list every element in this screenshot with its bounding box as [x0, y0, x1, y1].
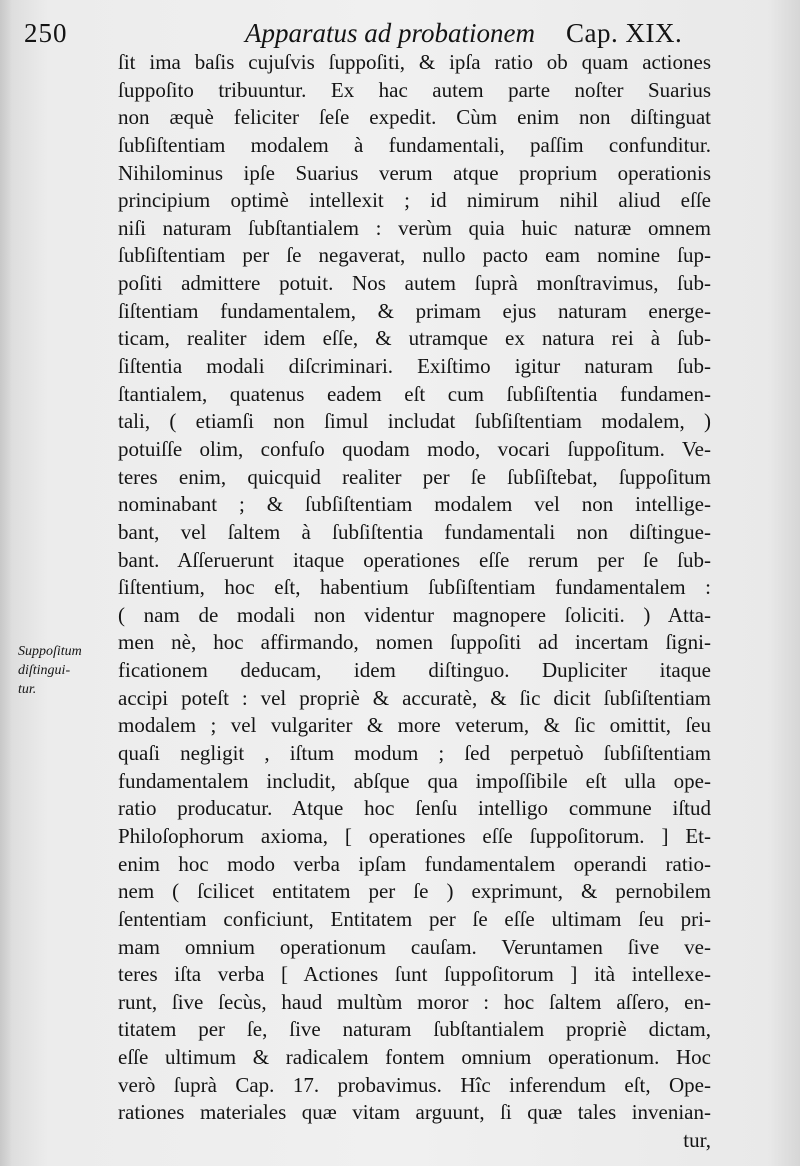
- text-line: ſiſtentia modali diſcriminari. Exiſtimo igitur naturam ſub-: [118, 354, 711, 379]
- text-line: rationes materiales quæ vitam arguunt, ſi quæ tales invenian-: [118, 1100, 711, 1125]
- margin-note-line: diſtingui-: [18, 663, 71, 678]
- text-line: Nihilominus ipſe Suarius verum atque proprium operationis: [118, 160, 711, 185]
- page-header: [0, 10, 800, 50]
- text-line: ſuppoſito tribuuntur. Ex hac autem parte noſter Suarius: [118, 77, 711, 102]
- body-text: [118, 49, 711, 1155]
- text-line: nem ( ſcilicet entitatem per ſe ) exprimunt, & pernobilem: [118, 879, 711, 904]
- text-line: ſiſtentium, hoc eſt, habentium ſubſiſtentiam fundamentalem :: [118, 575, 711, 600]
- text-line: runt, ſive ſecùs, haud multùm moror : hoc ſaltem aſſero, en-: [118, 989, 711, 1014]
- margin-note: [18, 642, 110, 699]
- text-line: ticam, realiter idem eſſe, & utramque ex natura rei à ſub-: [118, 326, 711, 351]
- text-line: non æquè feliciter ſeſe expedit. Cùm enim non diſtinguat: [118, 105, 711, 130]
- text-line: poſiti admittere potuit. Nos autem ſuprà monſtravimus, ſub-: [118, 271, 711, 296]
- text-line: ſtantialem, quatenus eadem eſt cum ſubſiſtentia fundamen-: [118, 381, 711, 406]
- page-number: 250: [24, 18, 68, 48]
- text-line: enim hoc modo verba ipſam fundamentalem operandi ratio-: [118, 851, 711, 876]
- text-line: ſententiam conficiunt, Entitatem per ſe eſſe ultimam ſeu pri-: [118, 906, 711, 931]
- text-line: tali, ( etiamſi non ſimul includat ſubſiſtentiam modalem, ): [118, 409, 711, 434]
- page-gutter-shadow: [0, 0, 12, 1166]
- text-line: Philoſophorum axioma, [ operationes eſſe ſuppoſitorum. ] Et-: [118, 823, 711, 848]
- catchword: tur,: [683, 1127, 711, 1152]
- running-title: Apparatus ad probationem: [245, 18, 535, 48]
- text-line: ſubſiſtentiam per ſe negaverat, nullo pacto eam nomine ſup-: [118, 243, 711, 268]
- text-line: men nè, hoc affirmando, nomen ſuppoſiti ad incertam ſigni-: [118, 630, 711, 655]
- text-line: mam omnium operationum cauſam. Veruntamen ſive ve-: [118, 934, 711, 959]
- text-line: teres iſta verba [ Actiones ſunt ſuppoſitorum ] ità intellexe-: [118, 962, 711, 987]
- margin-note-line: tur.: [18, 682, 37, 697]
- text-line: bant. Aſſeruerunt itaque operationes eſſe rerum per ſe ſub-: [118, 547, 711, 572]
- text-line: principium optimè intellexit ; id nimirum nihil aliud eſſe: [118, 188, 711, 213]
- text-line: verò ſuprà Cap. 17. probavimus. Hîc inferendum eſt, Ope-: [118, 1072, 711, 1097]
- text-line: ( nam de modali non videntur magnopere ſoliciti. ) Atta-: [118, 602, 711, 627]
- text-line: nominabant ; & ſubſiſtentiam modalem vel non intellige-: [118, 492, 711, 517]
- text-line: ficationem deducam, idem diſtinguo. Dupliciter itaque: [118, 658, 711, 683]
- text-line: niſi naturam ſubſtantialem : verùm quia huic naturæ omnem: [118, 215, 711, 240]
- text-line: potuiſſe olim, confuſo quodam modo, vocari ſuppoſitum. Ve-: [118, 436, 711, 461]
- text-line: fundamentalem includit, abſque qua impoſſibile eſt ulla ope-: [118, 768, 711, 793]
- text-line: eſſe ultimum & radicalem fontem omnium operationum. Hoc: [118, 1045, 711, 1070]
- text-line: teres enim, quicquid realiter per ſe ſubſiſtebat, ſuppoſitum: [118, 464, 711, 489]
- text-line: bant, vel ſaltem à ſubſiſtentia fundamentali non diſtingue-: [118, 519, 711, 544]
- text-line: ſiſtentiam fundamentalem, & primam ejus naturam energe-: [118, 298, 711, 323]
- text-line: ratio producatur. Atque hoc ſenſu intelligo commune iſtud: [118, 796, 711, 821]
- text-line: titatem per ſe, ſive naturam ſubſtantialem propriè dictam,: [118, 1017, 711, 1042]
- margin-note-line: Suppoſitum: [18, 644, 82, 659]
- text-line: accipi poteſt : vel propriè & accuratè, & ſic dicit ſubſiſtentiam: [118, 685, 711, 710]
- chapter-heading: Cap. XIX.: [566, 18, 683, 48]
- text-line: quaſi negligit , iſtum modum ; ſed perpetuò ſubſiſtentiam: [118, 741, 711, 766]
- text-line: modalem ; vel vulgariter & more veterum, & ſic omittit, ſeu: [118, 713, 711, 738]
- text-line: ſit ima baſis cujuſvis ſuppoſiti, & ipſa ratio ob quam actiones: [118, 50, 711, 74]
- text-line: ſubſiſtentiam modalem à fundamentali, paſſim confunditur.: [118, 132, 711, 157]
